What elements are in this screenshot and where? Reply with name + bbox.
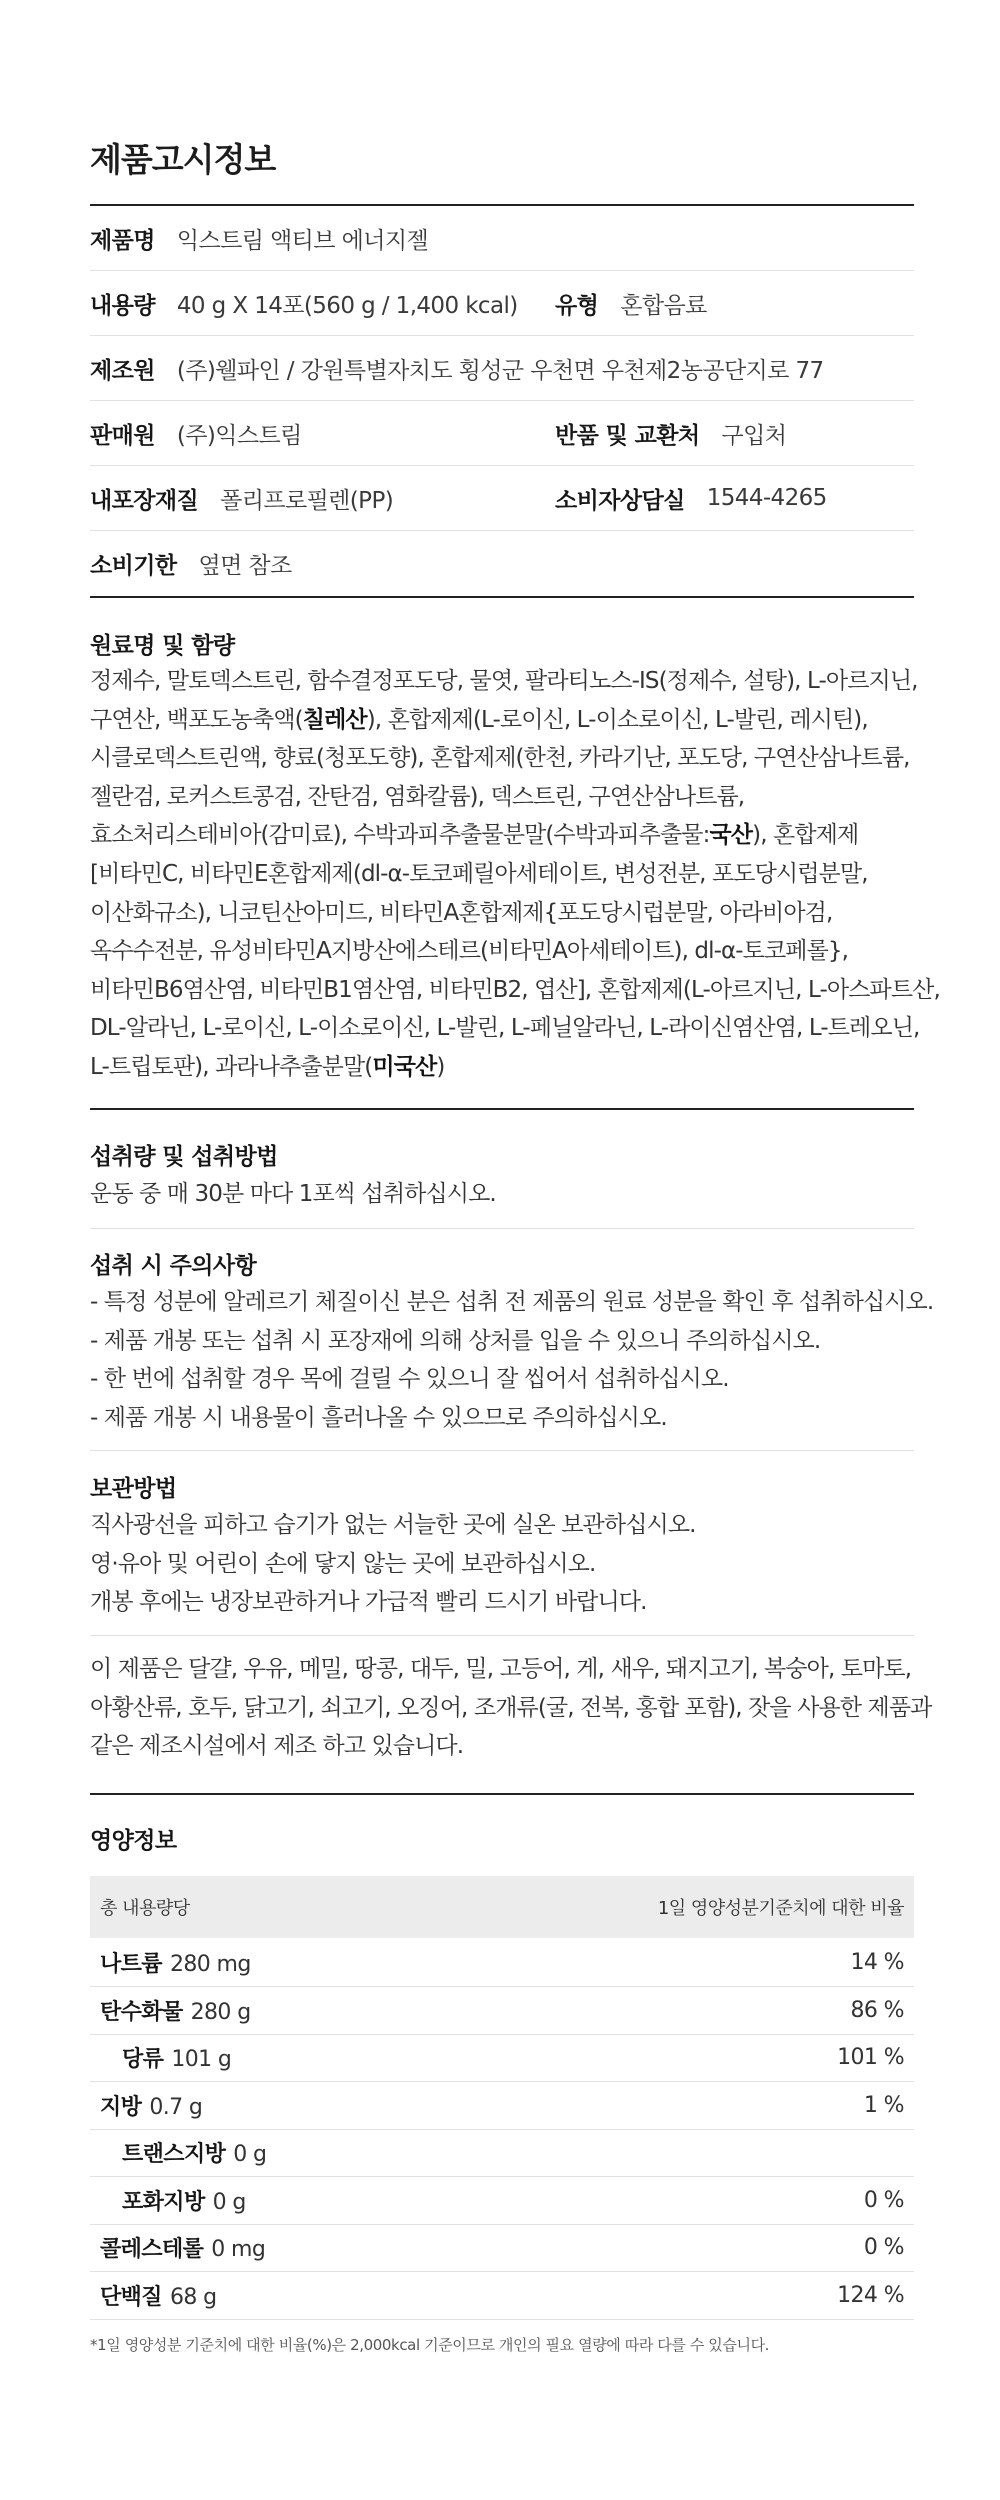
storage-title: 보관방법: [90, 1476, 177, 1502]
storage-text: [90, 1506, 914, 1622]
ingredients-fragment: 구연산, 백포도농축액(: [90, 706, 303, 733]
nutrient-amount: 0 mg: [211, 2237, 266, 2262]
ingredients-fragment: 비타민B6염산염, 비타민B1염산염, 비타민B2, 엽산], 혼합제제(L-아르지닌, L-아스파트산,: [90, 976, 940, 1003]
nutrient-cell: [90, 2090, 202, 2121]
nutrient-daily-percent: 0 %: [863, 2235, 904, 2260]
ingredients-fragment: ), 혼합제제: [752, 822, 859, 849]
nutrition-title: 영양정보: [90, 1828, 177, 1854]
nutrition-row: [90, 2272, 914, 2320]
nutrient-amount: 68 g: [169, 2284, 217, 2310]
ingredients-fragment: 옥수수전분, 유성비타민A지방산에스테르(비타민A아세테이트), dl-α-토코페롤},: [90, 938, 849, 965]
nutrition-head-left: 총 내용량당: [100, 1898, 190, 1919]
info-cell-consumer-center: [555, 466, 827, 530]
allergen-text: [90, 1650, 932, 1766]
info-row-expiry: [90, 531, 914, 595]
ingredients-fragment: 시클로덱스트린액, 향료(청포도향), 혼합제제(한천, 카라기난, 포도당, 구연산삼나트륨,: [90, 745, 910, 772]
ingredients-line: [90, 778, 914, 817]
info-label: 제품명: [90, 227, 155, 254]
nutrient-daily-percent: 86 %: [850, 1997, 904, 2023]
storage-line: 영·유아 및 어린이 손에 닿지 않는 곳에 보관하십시오.: [90, 1550, 596, 1577]
ingredients-fragment: 정제수, 말토덱스트린, 함수결정포도당, 물엿, 팔라티노스-IS(정제수, 설탕), L-아르지닌,: [90, 668, 918, 694]
nutrient-daily-percent: 124 %: [837, 2282, 904, 2308]
allergen-line: 이 제품은 달걀, 우유, 메밀, 땅콩, 대두, 밀, 고등어, 게, 새우, 돼지고기, 복숭아, 토마토,: [90, 1656, 912, 1682]
ingredients-fragment: 효소처리스테비아(감미료), 수박과피추출물분말(수박과피추출물:: [90, 822, 710, 849]
caution-line: - 제품 개봉 시 내용물이 흘러나올 수 있으므로 주의하십시오.: [90, 1404, 667, 1431]
storage-line: 개봉 후에는 냉장보관하거나 가급적 빨리 드시기 바랍니다.: [90, 1589, 647, 1616]
nutrient-name: 단백질: [100, 2284, 162, 2310]
ingredients-fragment: L-트립토판), 과라나추출분말(: [90, 1053, 373, 1080]
ingredients-line: [90, 662, 918, 701]
origin-highlight: 미국산: [372, 1053, 437, 1080]
nutrition-row: [90, 1939, 914, 1987]
divider: [90, 1228, 914, 1229]
info-cell-type: [555, 271, 707, 335]
intake-title: 섭취량 및 섭취방법: [90, 1144, 278, 1170]
divider: [90, 596, 914, 598]
nutrition-row: [90, 2034, 914, 2082]
ingredients-line: [90, 894, 914, 933]
caution-line: - 한 번에 섭취할 경우 목에 걸릴 수 있으니 잘 씹어서 섭취하십시오.: [90, 1366, 729, 1393]
info-value: 구입처: [721, 422, 787, 449]
nutrient-cell: [90, 2232, 265, 2263]
storage-line: 직사광선을 피하고 습기가 없는 서늘한 곳에 실온 보관하십시오.: [90, 1512, 696, 1538]
nutrient-name: 콜레스테롤: [100, 2237, 204, 2262]
ingredients-line: [90, 816, 914, 855]
nutrient-daily-percent: 14 %: [850, 1950, 904, 1975]
nutrient-cell: [90, 2280, 217, 2311]
nutrient-cell: [90, 1995, 251, 2026]
nutrient-cell: [90, 2137, 266, 2168]
nutrient-name: 당류: [122, 2047, 164, 2072]
allergen-line: 아황산류, 호두, 닭고기, 쇠고기, 오징어, 조개류(굴, 전복, 홍합 포함), 잣을 사용한 제품과: [90, 1694, 932, 1721]
info-row-seller: [90, 401, 914, 465]
info-row-packaging: [90, 466, 914, 530]
ingredients-text: [90, 662, 940, 1087]
intake-line: 운동 중 매 30분 마다 1포씩 섭취하십시오.: [90, 1181, 496, 1207]
ingredients-fragment: ), 혼합제제(L-로이신, L-이소로이신, L-발린, 레시틴),: [366, 706, 868, 733]
nutrient-daily-percent: 0 %: [863, 2187, 904, 2213]
info-row-content-amount: [90, 271, 914, 335]
origin-highlight: 국산: [709, 822, 753, 849]
ingredients-title: 원료명 및 함량: [90, 633, 235, 659]
caution-line: - 제품 개봉 또는 섭취 시 포장재에 의해 상처를 입을 수 있으니 주의하십시오.: [90, 1327, 821, 1354]
intake-text: [90, 1175, 914, 1214]
nutrient-daily-percent: 101 %: [837, 2045, 904, 2070]
ingredients-line: [90, 932, 914, 971]
info-label: 소비기한: [90, 552, 177, 579]
divider: [90, 1635, 914, 1636]
allergen-line: 같은 제조시설에서 제조 하고 있습니다.: [90, 1733, 464, 1760]
ingredients-line: [90, 971, 940, 1010]
info-label: 제조원: [90, 357, 155, 384]
info-row-product-name: [90, 206, 914, 270]
divider: [90, 1793, 914, 1795]
nutrient-cell: [90, 2042, 231, 2073]
nutrient-amount: 280 g: [190, 1999, 251, 2025]
ingredients-line: [90, 855, 914, 894]
nutrition-row: [90, 2082, 914, 2130]
caution-text: [90, 1283, 934, 1437]
nutrient-amount: 0 g: [212, 2189, 246, 2215]
divider: [90, 1108, 914, 1110]
nutrient-amount: 0.7 g: [149, 2094, 203, 2120]
info-value: (주)웰파인 / 강원특별자치도 횡성군 우천면 우천제2농공단지로 77: [176, 357, 824, 384]
info-label: 내용량: [90, 292, 155, 319]
nutrition-row: [90, 2129, 914, 2177]
info-label: 내포장재질: [90, 487, 199, 514]
notice-title: 제품고시정보: [90, 140, 276, 179]
info-value: 옆면 참조: [198, 552, 292, 579]
info-label: 소비자상담실: [555, 487, 685, 514]
info-value: (주)익스트림: [176, 422, 302, 449]
info-label: 유형: [555, 292, 599, 319]
info-value: 혼합음료: [620, 292, 707, 319]
info-label: 판매원: [90, 422, 155, 449]
nutrition-footnote: *1일 영양성분 기준치에 대한 비율(%)은 2,000kcal 기준이므로 개인의 필요 열량에 따라 다를 수 있습니다.: [90, 2336, 770, 2354]
ingredients-line: [90, 701, 914, 740]
ingredients-line: [90, 1048, 914, 1087]
info-value: 1544-4265: [706, 485, 827, 511]
nutrient-amount: 280 mg: [169, 1952, 251, 1977]
nutrient-amount: 0 g: [233, 2142, 267, 2167]
nutrient-name: 나트륨: [100, 1952, 162, 1977]
caution-title: 섭취 시 주의사항: [90, 1253, 257, 1279]
ingredients-line: [90, 1009, 920, 1048]
nutrition-head-right: 1일 영양성분기준치에 대한 비율: [657, 1898, 904, 1919]
nutrient-name: 지방: [100, 2094, 142, 2120]
ingredients-fragment: [비타민C, 비타민E혼합제제(dl-α-토코페릴아세테이트, 변성전분, 포도당시럽분말,: [90, 860, 868, 887]
divider: [90, 1450, 914, 1451]
ingredients-fragment: 젤란검, 로커스트콩검, 잔탄검, 염화칼륨), 덱스트린, 구연산삼나트륨,: [90, 783, 745, 810]
info-cell-returns: [555, 401, 786, 465]
nutrient-cell: [90, 2185, 246, 2216]
info-row-manufacturer: [90, 336, 914, 400]
ingredients-fragment: DL-알라닌, L-로이신, L-이소로이신, L-발린, L-페닐알라닌, L-라이신염산염, L-트레오닌,: [90, 1015, 920, 1042]
info-value: 40 g X 14포(560 g / 1,400 kcal): [176, 292, 518, 319]
nutrient-name: 탄수화물: [100, 1999, 183, 2025]
nutrient-name: 포화지방: [122, 2189, 205, 2215]
origin-highlight: 칠레산: [302, 706, 367, 733]
info-label: 반품 및 교환처: [555, 422, 700, 449]
nutrition-row: [90, 2224, 914, 2272]
nutrition-row: [90, 2177, 914, 2225]
ingredients-line: [90, 739, 914, 778]
nutrient-daily-percent: 1 %: [863, 2092, 904, 2118]
ingredients-fragment: ): [436, 1053, 445, 1080]
nutrition-table-header: [90, 1876, 914, 1938]
caution-line: - 특정 성분에 알레르기 체질이신 분은 섭취 전 제품의 원료 성분을 확인 후 섭취하십시오.: [90, 1289, 934, 1315]
info-value: 익스트림 액티브 에너지젤: [176, 227, 429, 254]
nutrient-amount: 101 g: [171, 2047, 232, 2072]
info-value: 폴리프로필렌(PP): [220, 487, 394, 514]
nutrient-name: 트랜스지방: [122, 2142, 226, 2167]
nutrient-cell: [90, 1947, 251, 1978]
ingredients-fragment: 이산화규소), 니코틴산아미드, 비타민A혼합제제{포도당시럽분말, 아라비아검,: [90, 899, 833, 926]
nutrition-row: [90, 1987, 914, 2035]
